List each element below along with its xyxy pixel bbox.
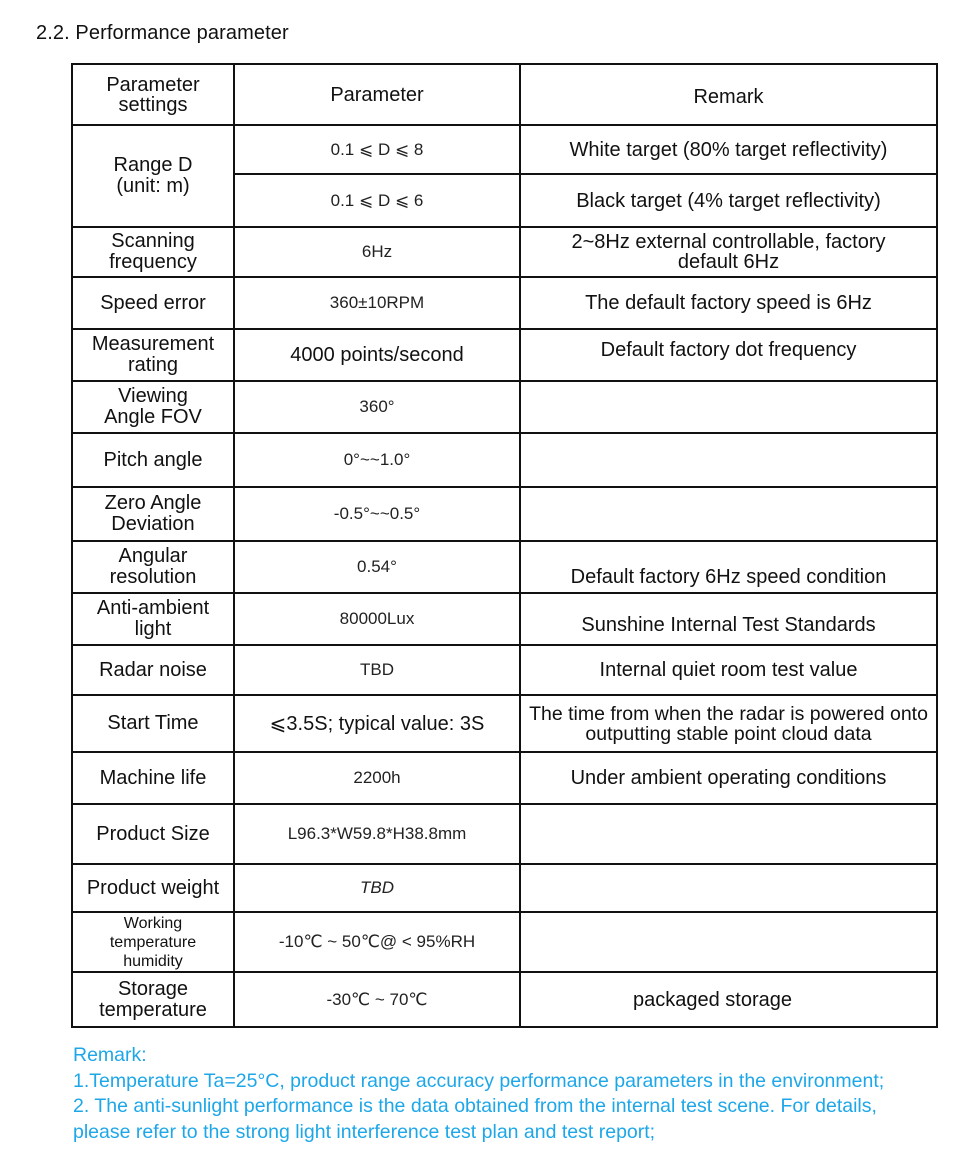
table-row xyxy=(72,752,937,804)
table-row xyxy=(72,433,937,487)
row-value-radar-noise: TBD xyxy=(234,645,520,695)
row-value-product-size: L96.3*W59.8*H38.8mm xyxy=(234,804,520,864)
row-remark-measurement-rating: Default factory dot frequency xyxy=(520,329,937,381)
table-row xyxy=(72,864,937,912)
table-row xyxy=(72,695,937,752)
table-row xyxy=(72,277,937,329)
row-value-range-white: 0.1 ⩽ D ⩽ 8 xyxy=(234,125,520,174)
row-name-working-temperature-humidity: Working temperature humidity xyxy=(72,912,234,972)
row-remark-working-temperature-humidity xyxy=(520,912,937,972)
table-row xyxy=(72,972,937,1027)
row-remark-radar-noise: Internal quiet room test value xyxy=(520,645,937,695)
row-name-range: Range D (unit: m) xyxy=(72,125,234,227)
remarks-line-2: 2. The anti-sunlight performance is the data obtained from the internal test scene. For details, xyxy=(73,1095,877,1117)
row-value-machine-life: 2200h xyxy=(234,752,520,804)
row-name-product-weight: Product weight xyxy=(72,864,234,912)
row-remark-speed-error: The default factory speed is 6Hz xyxy=(520,277,937,329)
row-remark-angular-resolution: Default factory 6Hz speed condition xyxy=(520,541,937,593)
row-name-pitch-angle: Pitch angle xyxy=(72,433,234,487)
table-header-row xyxy=(72,64,937,125)
remarks-title: Remark: xyxy=(73,1044,147,1066)
row-value-working-temperature-humidity: -10℃ ~ 50℃@ < 95%RH xyxy=(234,912,520,972)
row-value-anti-ambient-light: 80000Lux xyxy=(234,593,520,645)
remarks-line-3: please refer to the strong light interference test plan and test report; xyxy=(73,1120,656,1143)
row-name-zero-angle-deviation: Zero Angle Deviation xyxy=(72,487,234,541)
row-value-scanning-frequency: 6Hz xyxy=(234,227,520,277)
row-remark-scanning-frequency: 2~8Hz external controllable, factory default 6Hz xyxy=(520,227,937,277)
row-value-speed-error: 360±10RPM xyxy=(234,277,520,329)
row-value-start-time: ⩽3.5S; typical value: 3S xyxy=(234,695,520,752)
row-remark-viewing-angle xyxy=(520,381,937,433)
table-row xyxy=(72,593,937,645)
row-name-speed-error: Speed error xyxy=(72,277,234,329)
row-value-product-weight: TBD xyxy=(234,864,520,912)
row-remark-product-weight xyxy=(520,864,937,912)
row-name-start-time: Start Time xyxy=(72,695,234,752)
row-name-radar-noise: Radar noise xyxy=(72,645,234,695)
row-value-viewing-angle: 360° xyxy=(234,381,520,433)
table-row xyxy=(72,912,937,972)
row-value-measurement-rating: 4000 points/second xyxy=(234,329,520,381)
remarks-block xyxy=(73,1043,958,1145)
row-name-measurement-rating: Measurement rating xyxy=(72,329,234,381)
row-remark-start-time: The time from when the radar is powered onto outputting stable point cloud data xyxy=(520,695,937,752)
table-row xyxy=(72,227,937,277)
row-name-machine-life: Machine life xyxy=(72,752,234,804)
row-name-viewing-angle: Viewing Angle FOV xyxy=(72,381,234,433)
table-row xyxy=(72,329,937,381)
header-parameter-settings: Parameter settings xyxy=(72,64,234,125)
row-value-zero-angle-deviation: -0.5°~~0.5° xyxy=(234,487,520,541)
table-row xyxy=(72,541,937,593)
table-row xyxy=(72,487,937,541)
row-remark-anti-ambient-light: Sunshine Internal Test Standards xyxy=(520,593,937,645)
header-parameter: Parameter xyxy=(234,64,520,125)
row-value-range-black: 0.1 ⩽ D ⩽ 6 xyxy=(234,174,520,227)
row-remark-range-black: Black target (4% target reflectivity) xyxy=(520,174,937,227)
row-remark-range-white: White target (80% target reflectivity) xyxy=(520,125,937,174)
row-value-angular-resolution: 0.54° xyxy=(234,541,520,593)
table-row xyxy=(72,645,937,695)
header-remark: Remark xyxy=(520,64,937,125)
row-remark-product-size xyxy=(520,804,937,864)
table-row xyxy=(72,125,937,174)
row-value-pitch-angle: 0°~~1.0° xyxy=(234,433,520,487)
section-heading: 2.2. Performance parameter xyxy=(36,22,289,44)
row-remark-zero-angle-deviation xyxy=(520,487,937,541)
row-value-storage-temperature: -30℃ ~ 70℃ xyxy=(234,972,520,1027)
row-name-product-size: Product Size xyxy=(72,804,234,864)
table-row xyxy=(72,804,937,864)
row-remark-pitch-angle xyxy=(520,433,937,487)
row-remark-storage-temperature: packaged storage xyxy=(520,972,937,1027)
row-name-scanning-frequency: Scanning frequency xyxy=(72,227,234,277)
remarks-line-1: 1.Temperature Ta=25°C, product range accuracy performance parameters in the environment; xyxy=(73,1069,885,1092)
table-row xyxy=(72,381,937,433)
performance-parameter-table xyxy=(71,63,938,1028)
row-name-angular-resolution: Angular resolution xyxy=(72,541,234,593)
row-name-storage-temperature: Storage temperature xyxy=(72,972,234,1027)
row-remark-machine-life: Under ambient operating conditions xyxy=(520,752,937,804)
row-name-anti-ambient-light: Anti-ambient light xyxy=(72,593,234,645)
